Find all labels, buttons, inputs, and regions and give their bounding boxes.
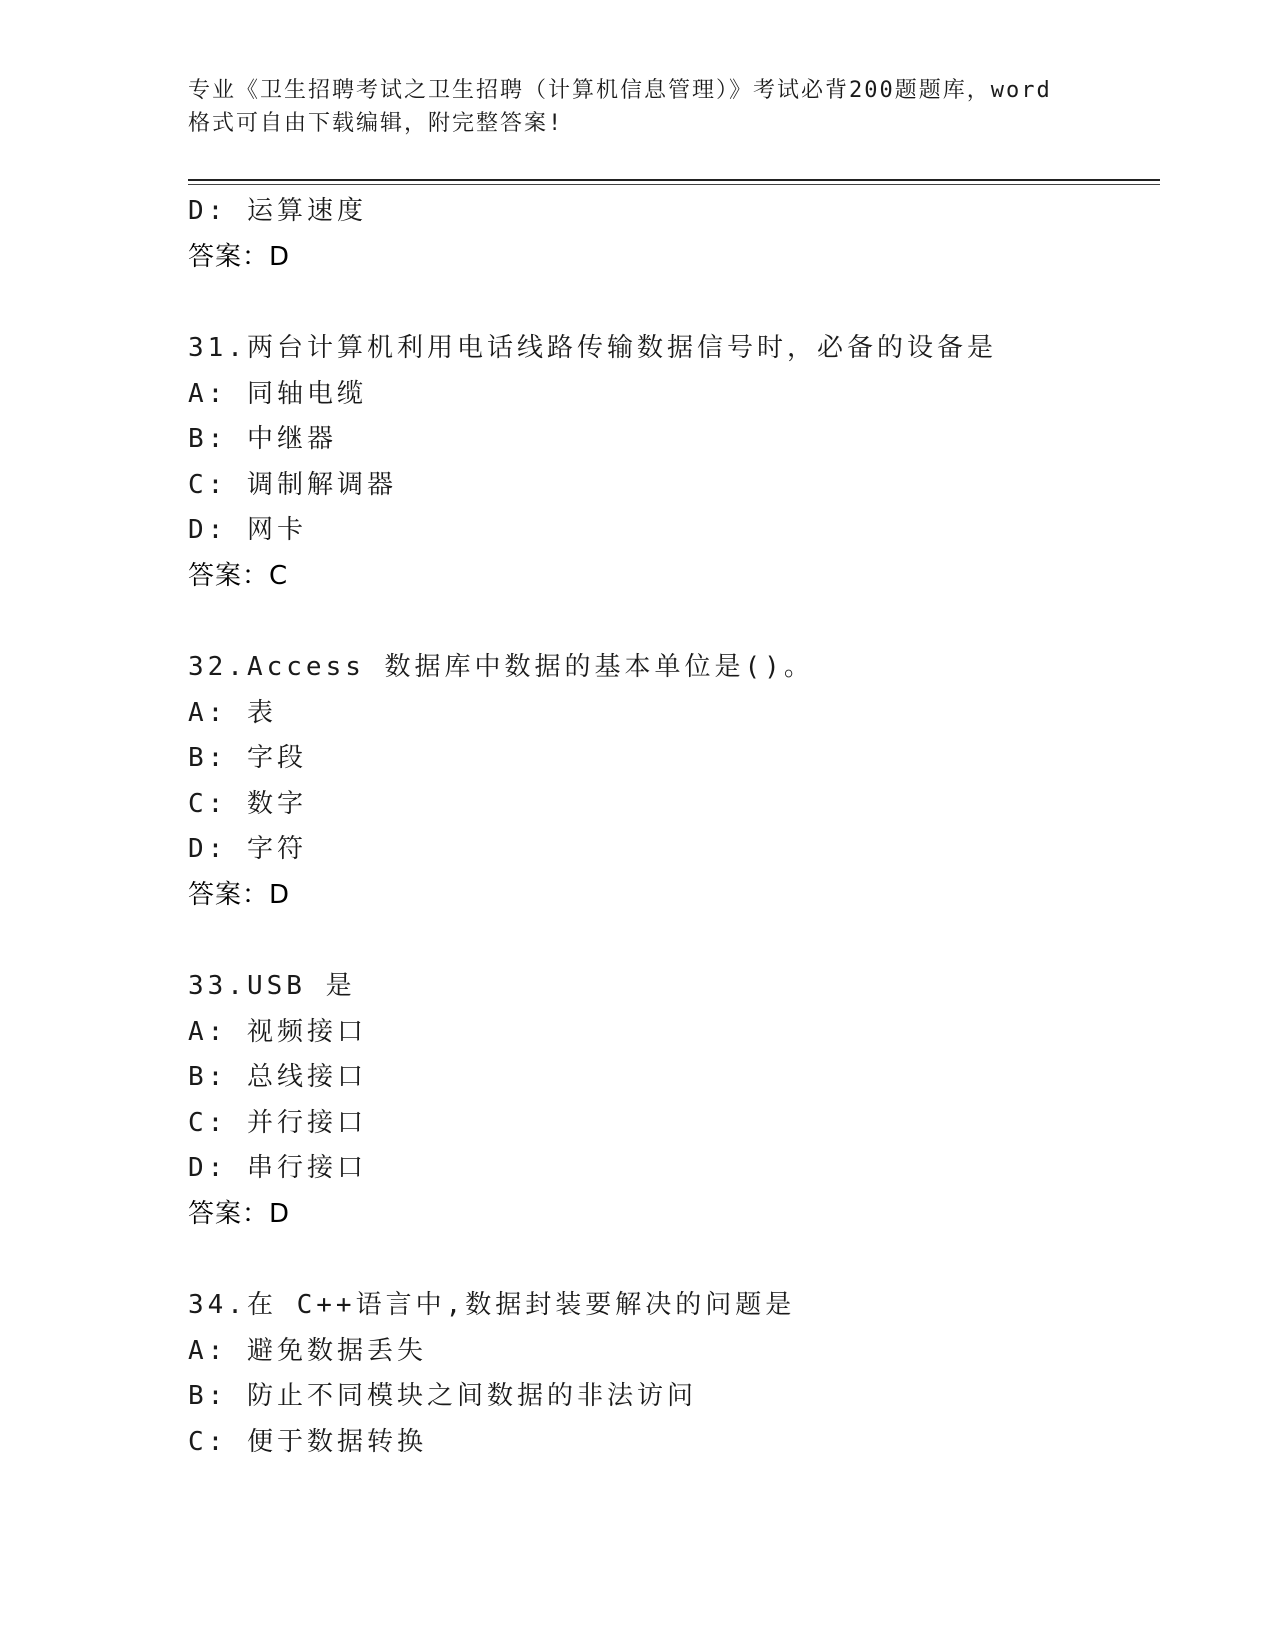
question-31 xyxy=(188,326,1148,599)
option-b: B: 防止不同模块之间数据的非法访问 xyxy=(188,1381,697,1411)
page-header xyxy=(188,74,1088,140)
option-c: C: 数字 xyxy=(188,788,307,819)
option-a: A: 表 xyxy=(188,697,277,728)
question-stem: 33.USB 是 xyxy=(188,971,356,1001)
answer: 答案：C xyxy=(188,560,289,591)
question-spacer xyxy=(188,280,1148,326)
option-a: A: 同轴电缆 xyxy=(188,378,367,409)
header-divider-thin xyxy=(188,184,1160,185)
option-b: B: 字段 xyxy=(188,743,307,773)
question-stem: 32.Access 数据库中数据的基本单位是()。 xyxy=(188,652,814,682)
question-stem: 31.两台计算机利用电话线路传输数据信号时，必备的设备是 xyxy=(188,333,997,363)
option-c: C: 并行接口 xyxy=(188,1107,367,1138)
option-b: B: 中继器 xyxy=(188,424,337,454)
header-line-1: 专业《卫生招聘考试之卫生招聘（计算机信息管理）》考试必背200题题库，word xyxy=(188,78,1052,103)
question-spacer xyxy=(188,1237,1148,1283)
option-c: C: 调制解调器 xyxy=(188,469,397,500)
document-body xyxy=(188,189,1148,1465)
question-33 xyxy=(188,964,1148,1237)
prev-answer: 答案：D xyxy=(188,241,291,272)
question-32 xyxy=(188,645,1148,918)
question-spacer xyxy=(188,599,1148,645)
option-d: D: 串行接口 xyxy=(188,1153,367,1183)
option-d: D: 网卡 xyxy=(188,515,307,545)
option-d: D: 字符 xyxy=(188,834,307,864)
prev-option-d: D: 运算速度 xyxy=(188,196,367,226)
option-a: A: 视频接口 xyxy=(188,1016,367,1047)
answer: 答案：D xyxy=(188,879,291,910)
header-divider-thick xyxy=(188,179,1160,181)
question-34 xyxy=(188,1283,1148,1465)
header-line-2: 格式可自由下载编辑，附完整答案! xyxy=(188,111,564,136)
answer: 答案：D xyxy=(188,1198,291,1229)
question-stem: 34.在 C++语言中,数据封装要解决的问题是 xyxy=(188,1290,796,1320)
option-a: A: 避免数据丢失 xyxy=(188,1335,427,1366)
option-b: B: 总线接口 xyxy=(188,1062,367,1092)
question-spacer xyxy=(188,918,1148,964)
option-c: C: 便于数据转换 xyxy=(188,1426,427,1457)
